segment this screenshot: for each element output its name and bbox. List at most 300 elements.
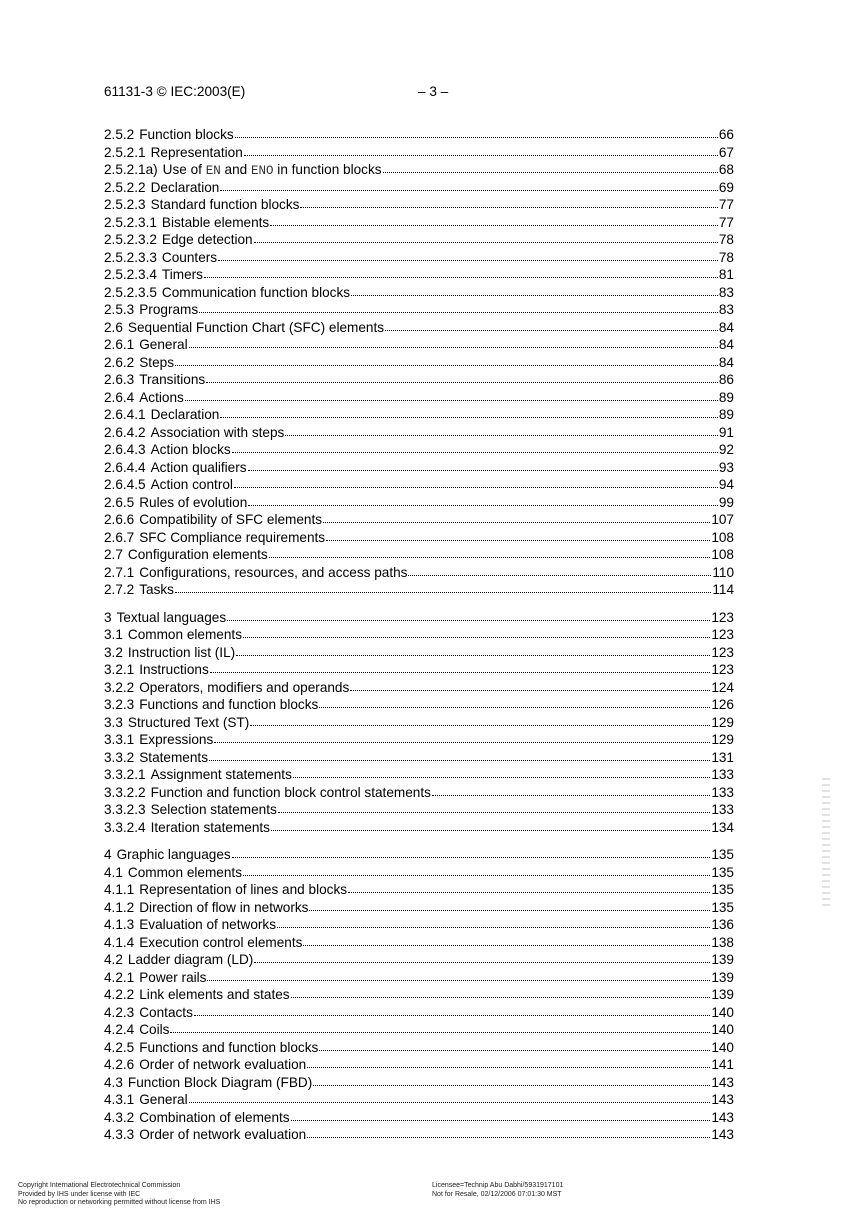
toc-entry-page: 139 xyxy=(711,952,734,967)
toc-entry[interactable] xyxy=(104,424,734,442)
toc-entry-title: Sequential Function Chart (SFC) elements xyxy=(127,319,385,335)
toc-entry-title: Common elements xyxy=(127,864,242,880)
toc-entry[interactable] xyxy=(104,266,734,284)
toc-entry-page: 134 xyxy=(711,819,734,835)
toc-entry-title: Graphic languages xyxy=(116,847,231,862)
toc-entry-number: 2.6.4.3 xyxy=(104,442,146,457)
toc-entry-page: 129 xyxy=(711,732,734,747)
toc-entry[interactable] xyxy=(104,529,734,547)
toc-entry-title: Rules of evolution xyxy=(139,494,248,510)
toc-entry-number: 4.2.1 xyxy=(104,969,135,985)
toc-entry-title: Order of network evaluation xyxy=(139,1057,307,1072)
toc-entry-page: 78 xyxy=(718,232,734,247)
toc-entry-number: 3.3.1 xyxy=(104,732,135,747)
toc-entry[interactable] xyxy=(104,934,734,952)
toc-entry-number: 3.2 xyxy=(104,644,123,660)
toc-entry[interactable] xyxy=(104,1021,734,1039)
toc-entry-number: 4.2 xyxy=(104,952,123,967)
toc-entry-title: Function Block Diagram (FBD) xyxy=(127,1074,313,1090)
toc-entry[interactable] xyxy=(104,951,734,969)
toc-entry[interactable] xyxy=(104,784,734,802)
toc-entry-title: Configurations, resources, and access paths xyxy=(139,564,408,580)
toc-entry-number: 4.1.2 xyxy=(104,899,135,915)
toc-leader-dots xyxy=(432,784,710,796)
toc-entry-number: 2.6.7 xyxy=(104,529,135,545)
toc-entry-page: 136 xyxy=(711,917,734,932)
toc-entry-number: 2.6.2 xyxy=(104,354,135,370)
toc-leader-dots xyxy=(248,494,718,506)
toc-entry-title: Execution control elements xyxy=(139,934,303,950)
toc-leader-dots xyxy=(348,881,710,893)
toc-entry-page: 135 xyxy=(711,882,734,897)
toc-entry-title: Action control xyxy=(150,477,233,492)
toc-entry[interactable] xyxy=(104,696,734,714)
toc-entry[interactable] xyxy=(104,731,734,749)
toc-entry-title: Action blocks xyxy=(150,442,231,457)
toc-entry-title: Iteration statements xyxy=(150,819,270,835)
toc-entry-page: 123 xyxy=(711,609,734,625)
toc-entry-number: 2.6 xyxy=(104,319,123,335)
toc-entry[interactable] xyxy=(104,1039,734,1057)
toc-entry-title: Selection statements xyxy=(150,802,277,817)
toc-entry[interactable] xyxy=(104,766,734,784)
toc-entry[interactable] xyxy=(104,1004,734,1022)
toc-leader-dots xyxy=(218,249,718,261)
toc-entry-title: Timers xyxy=(161,267,203,282)
toc-entry[interactable] xyxy=(104,969,734,987)
toc-entry-code: ENO xyxy=(251,164,274,178)
toc-leader-dots xyxy=(271,819,710,831)
toc-entry-number: 2.5.2.2 xyxy=(104,179,146,195)
toc-entry-title: Counters xyxy=(161,249,218,265)
toc-entry[interactable] xyxy=(104,389,734,407)
toc-entry-title-part: and xyxy=(220,162,251,177)
toc-entry-page: 140 xyxy=(711,1022,734,1037)
document-id: 61131-3 © IEC:2003(E) xyxy=(104,84,246,99)
toc-entry[interactable] xyxy=(104,626,734,644)
toc-entry-page: 143 xyxy=(711,1092,734,1107)
toc-entry-page: 83 xyxy=(718,284,734,300)
toc-entry[interactable] xyxy=(104,1109,734,1127)
toc-entry[interactable] xyxy=(104,476,734,494)
toc-leader-dots xyxy=(351,284,718,296)
toc-entry-number: 4.3.1 xyxy=(104,1092,135,1107)
toc-entry-page: 140 xyxy=(711,1039,734,1055)
toc-leader-dots xyxy=(248,459,718,471)
toc-entry-page: 123 xyxy=(711,662,734,677)
toc-entry[interactable] xyxy=(104,284,734,302)
toc-entry-page: 108 xyxy=(711,547,734,562)
toc-entry-page: 108 xyxy=(711,529,734,545)
toc-entry-page: 84 xyxy=(718,354,734,370)
toc-entry-number: 2.6.4.5 xyxy=(104,477,146,492)
toc-entry-title: Function and function block control statements xyxy=(150,784,431,800)
toc-leader-dots xyxy=(350,679,710,691)
toc-entry[interactable] xyxy=(104,881,734,899)
toc-entry[interactable] xyxy=(104,644,734,662)
toc-leader-dots xyxy=(285,424,718,436)
toc-leader-dots xyxy=(236,644,710,656)
toc-entry-number: 2.5.2.3.1 xyxy=(104,214,157,230)
toc-entry-number: 3.3.2.2 xyxy=(104,784,146,800)
toc-entry-title: Structured Text (ST) xyxy=(127,714,250,730)
toc-entry-number: 4.1.4 xyxy=(104,934,135,950)
toc-entry-title: SFC Compliance requirements xyxy=(139,529,326,545)
toc-entry-title: Edge detection xyxy=(161,232,253,247)
footer-copyright xyxy=(18,1182,220,1208)
toc-entry-page: 129 xyxy=(711,714,734,730)
toc-entry[interactable] xyxy=(104,581,734,599)
toc-entry-number: 2.7 xyxy=(104,547,123,562)
toc-entry[interactable] xyxy=(104,1126,734,1144)
toc-entry[interactable] xyxy=(104,406,734,424)
toc-entry-number: 3.3.2.1 xyxy=(104,767,146,782)
toc-entry[interactable] xyxy=(104,161,734,179)
toc-entry-page: 123 xyxy=(711,644,734,660)
toc-leader-dots xyxy=(204,266,718,278)
toc-leader-dots xyxy=(170,1021,710,1033)
toc-leader-dots xyxy=(385,319,718,331)
toc-leader-dots xyxy=(313,1074,710,1086)
toc-entry-title: Ladder diagram (LD) xyxy=(127,952,254,967)
footer-line: Copyright International Electrotechnical Commission xyxy=(18,1182,181,1189)
toc-leader-dots xyxy=(293,766,710,778)
toc-leader-dots xyxy=(234,476,718,488)
toc-entry-title: Communication function blocks xyxy=(161,284,351,300)
toc-entry[interactable] xyxy=(104,749,734,767)
toc-entry-page: 77 xyxy=(718,197,734,212)
toc-entry-number: 3.1 xyxy=(104,627,123,642)
toc-entry-title: Function blocks xyxy=(139,127,234,142)
toc-leader-dots xyxy=(309,899,710,911)
toc-leader-dots xyxy=(194,1004,710,1016)
toc-entry-title: Action qualifiers xyxy=(150,459,247,475)
page-number: – 3 – xyxy=(418,84,449,99)
toc-entry[interactable] xyxy=(104,846,734,864)
toc-entry[interactable] xyxy=(104,679,734,697)
toc-entry-page: 133 xyxy=(711,784,734,800)
toc-leader-dots xyxy=(269,546,711,558)
toc-entry[interactable] xyxy=(104,564,734,582)
toc-entry-title: Direction of flow in networks xyxy=(139,899,309,915)
toc-leader-dots xyxy=(243,626,710,638)
toc-entry[interactable] xyxy=(104,441,734,459)
toc-entry-page: 143 xyxy=(711,1127,734,1142)
toc-entry-page: 133 xyxy=(711,767,734,782)
toc-entry[interactable] xyxy=(104,864,734,882)
toc-entry-code: EN xyxy=(205,164,221,178)
toc-entry-title: General xyxy=(139,1092,188,1107)
toc-entry-page: 135 xyxy=(711,899,734,915)
toc-entry-page: 89 xyxy=(718,389,734,405)
toc-entry-page: 83 xyxy=(718,302,734,317)
toc-entry-title: Instructions xyxy=(139,662,209,677)
toc-entry-title: Order of network evaluation xyxy=(139,1127,307,1142)
footer-line: Provided by IHS under license with IEC xyxy=(18,1190,141,1198)
toc-entry[interactable] xyxy=(104,661,734,679)
toc-entry-page: 91 xyxy=(718,424,734,440)
toc-entry[interactable] xyxy=(104,249,734,267)
toc-entry-title: Coils xyxy=(139,1022,170,1037)
toc-entry-title: Standard function blocks xyxy=(150,197,300,212)
toc-entry-title-part: in function blocks xyxy=(273,162,382,177)
toc-entry-title: Tasks xyxy=(139,582,174,597)
toc-leader-dots xyxy=(175,354,718,366)
toc-entry-title: Combination of elements xyxy=(139,1109,290,1125)
toc-entry-title: Transitions xyxy=(139,372,206,387)
toc-entry-page: 77 xyxy=(718,214,734,230)
toc-entry[interactable] xyxy=(104,1074,734,1092)
toc-entry-title: Declaration xyxy=(150,407,220,422)
toc-leader-dots xyxy=(307,1056,710,1068)
toc-entry-title: Textual languages xyxy=(116,609,227,625)
toc-leader-dots xyxy=(189,336,718,348)
toc-entry-number: 3.3 xyxy=(104,714,123,730)
toc-entry-number: 3.3.2 xyxy=(104,749,135,765)
toc-leader-dots xyxy=(243,864,710,876)
toc-entry[interactable] xyxy=(104,494,734,512)
toc-entry[interactable] xyxy=(104,319,734,337)
toc-entry-number: 4.2.4 xyxy=(104,1022,135,1037)
toc-entry-number: 3.3.2.3 xyxy=(104,802,146,817)
toc-entry-title: Bistable elements xyxy=(161,214,270,230)
toc-entry-number: 4.2.6 xyxy=(104,1057,135,1072)
toc-entry[interactable] xyxy=(104,899,734,917)
toc-leader-dots xyxy=(210,661,711,673)
toc-leader-dots xyxy=(319,696,710,708)
toc-leader-dots xyxy=(189,1091,711,1103)
toc-entry[interactable] xyxy=(104,301,734,319)
toc-entry-number: 4.1 xyxy=(104,864,123,880)
toc-entry[interactable] xyxy=(104,196,734,214)
toc-entry[interactable] xyxy=(104,126,734,144)
toc-entry-page: 140 xyxy=(711,1004,734,1020)
toc-entry-number: 2.5.3 xyxy=(104,302,135,317)
toc-entry-title: Functions and function blocks xyxy=(139,1039,319,1055)
toc-entry-page: 126 xyxy=(711,697,734,712)
toc-entry-number: 4.1.3 xyxy=(104,917,135,932)
toc-entry-number: 2.5.2.3.5 xyxy=(104,284,157,300)
toc-leader-dots xyxy=(278,801,711,813)
toc-entry-title: Assignment statements xyxy=(150,767,292,782)
toc-entry-number: 4.1.1 xyxy=(104,882,135,897)
toc-entry[interactable] xyxy=(104,986,734,1004)
toc-leader-dots xyxy=(244,144,718,156)
toc-entry-title: Declaration xyxy=(150,179,220,195)
toc-entry-title: Instruction list (IL) xyxy=(127,644,236,660)
toc-entry[interactable] xyxy=(104,179,734,197)
toc-entry-number: 2.5.2.3.2 xyxy=(104,232,157,247)
toc-entry[interactable] xyxy=(104,916,734,934)
toc-entry-title: Steps xyxy=(139,354,174,370)
toc-entry-title: Evaluation of networks xyxy=(139,917,277,932)
toc-entry-number: 2.6.1 xyxy=(104,337,135,352)
toc-entry-number: 2.5.2 xyxy=(104,127,135,142)
toc-entry-number: 2.6.4.2 xyxy=(104,424,146,440)
toc-entry-number: 2.7.2 xyxy=(104,582,135,597)
toc-leader-dots xyxy=(254,231,718,243)
toc-entry-number: 4 xyxy=(104,847,112,862)
toc-entry-page: 92 xyxy=(718,442,734,457)
toc-entry[interactable] xyxy=(104,546,734,564)
toc-leader-dots xyxy=(227,609,710,621)
toc-entry-number: 2.6.5 xyxy=(104,494,135,510)
toc-entry-number: 2.7.1 xyxy=(104,564,135,580)
toc-entry-number: 4.2.5 xyxy=(104,1039,135,1055)
toc-entry[interactable] xyxy=(104,214,734,232)
toc-entry-number: 2.6.4 xyxy=(104,389,135,405)
toc-entry-number: 3.2.3 xyxy=(104,697,135,712)
toc-entry[interactable] xyxy=(104,459,734,477)
toc-entry-page: 135 xyxy=(711,864,734,880)
toc-entry-number: 2.5.2.1 xyxy=(104,144,146,160)
toc-entry-number: 2.5.2.1a) xyxy=(104,162,158,177)
toc-entry[interactable] xyxy=(104,609,734,627)
toc-section xyxy=(104,609,734,837)
toc-entry-page: 94 xyxy=(718,477,734,492)
toc-entry[interactable] xyxy=(104,511,734,529)
toc-entry[interactable] xyxy=(104,714,734,732)
toc-entry-number: 4.3.3 xyxy=(104,1127,135,1142)
toc-entry[interactable] xyxy=(104,231,734,249)
toc-leader-dots xyxy=(206,371,718,383)
toc-entry-title: Operators, modifiers and operands xyxy=(139,679,350,695)
toc-leader-dots xyxy=(319,1039,710,1051)
toc-entry-page: 89 xyxy=(718,407,734,422)
toc-leader-dots xyxy=(175,581,711,593)
toc-entry-page: 123 xyxy=(711,627,734,642)
toc-entry-title: Power rails xyxy=(139,969,207,985)
toc-leader-dots xyxy=(291,986,711,998)
table-of-contents xyxy=(104,126,734,1154)
toc-entry-page: 131 xyxy=(711,749,734,765)
toc-entry-number: 3.3.2.4 xyxy=(104,819,146,835)
toc-leader-dots xyxy=(250,714,710,726)
toc-leader-dots xyxy=(207,969,710,981)
toc-entry-title: Actions xyxy=(139,389,184,405)
toc-entry-page: 110 xyxy=(712,564,734,580)
toc-section xyxy=(104,846,734,1144)
toc-entry-page: 139 xyxy=(711,987,734,1002)
toc-entry-number: 3.2.1 xyxy=(104,662,135,677)
toc-entry[interactable] xyxy=(104,144,734,162)
toc-entry-title: Representation of lines and blocks xyxy=(139,882,348,897)
toc-entry-number: 3.2.2 xyxy=(104,679,135,695)
toc-leader-dots xyxy=(326,529,710,541)
toc-entry-number: 4.2.3 xyxy=(104,1004,135,1020)
toc-entry-page: 143 xyxy=(711,1074,734,1090)
toc-entry-title: Configuration elements xyxy=(127,547,268,562)
toc-entry-title: Programs xyxy=(139,302,199,317)
toc-entry-title: Link elements and states xyxy=(139,987,290,1002)
toc-entry[interactable] xyxy=(104,819,734,837)
toc-entry[interactable] xyxy=(104,354,734,372)
toc-entry-number: 2.6.6 xyxy=(104,512,135,527)
toc-entry-page: 107 xyxy=(711,512,734,527)
footer-line: No reproduction or networking permitted without license from IHS xyxy=(18,1199,221,1206)
toc-leader-dots xyxy=(307,1126,710,1138)
toc-entry-page: 99 xyxy=(718,494,734,510)
page-header xyxy=(104,84,724,102)
toc-leader-dots xyxy=(209,749,710,761)
toc-entry-title: Common elements xyxy=(127,627,242,642)
toc-leader-dots xyxy=(300,196,717,208)
toc-entry-number: 4.3.2 xyxy=(104,1109,135,1125)
toc-entry-page: 69 xyxy=(718,179,734,195)
toc-entry-number: 3 xyxy=(104,609,112,625)
toc-entry-title: General xyxy=(139,337,188,352)
toc-entry-page: 68 xyxy=(718,162,734,177)
toc-leader-dots xyxy=(254,951,710,963)
toc-leader-dots xyxy=(277,916,710,928)
toc-entry-number: 4.3 xyxy=(104,1074,123,1090)
toc-entry-number: 2.6.4.1 xyxy=(104,407,146,422)
toc-leader-dots xyxy=(323,511,710,523)
toc-entry-title-part: Use of xyxy=(162,162,206,177)
toc-entry-number: 2.5.2.3.4 xyxy=(104,267,157,282)
toc-entry-title: Representation xyxy=(150,144,243,160)
toc-leader-dots xyxy=(185,389,718,401)
toc-entry-title: Functions and function blocks xyxy=(139,697,319,712)
toc-entry-page: 114 xyxy=(712,582,734,597)
side-watermark xyxy=(822,778,830,906)
toc-entry-page: 86 xyxy=(718,372,734,387)
toc-leader-dots xyxy=(235,126,718,138)
toc-entry-title: Association with steps xyxy=(150,424,285,440)
toc-leader-dots xyxy=(270,214,718,226)
toc-entry-page: 67 xyxy=(718,144,734,160)
toc-entry-title: Compatibility of SFC elements xyxy=(139,512,323,527)
toc-entry-number: 2.5.2.3 xyxy=(104,197,146,212)
toc-entry-page: 135 xyxy=(711,847,734,862)
toc-entry-page: 138 xyxy=(711,934,734,950)
toc-entry-title: Statements xyxy=(139,749,208,765)
toc-entry-page: 124 xyxy=(711,679,734,695)
toc-leader-dots xyxy=(232,846,711,858)
toc-entry-page: 139 xyxy=(711,969,734,985)
toc-entry-title: Contacts xyxy=(139,1004,193,1020)
toc-leader-dots xyxy=(408,564,711,576)
toc-entry-page: 84 xyxy=(718,337,734,352)
toc-leader-dots xyxy=(383,161,718,173)
toc-entry[interactable] xyxy=(104,371,734,389)
toc-leader-dots xyxy=(303,934,710,946)
toc-entry-number: 2.6.4.4 xyxy=(104,459,146,475)
toc-entry[interactable] xyxy=(104,1091,734,1109)
toc-leader-dots xyxy=(220,179,718,191)
toc-entry[interactable] xyxy=(104,1056,734,1074)
toc-entry-number: 2.6.3 xyxy=(104,372,135,387)
toc-entry-page: 81 xyxy=(718,267,734,282)
toc-entry-page: 78 xyxy=(718,249,734,265)
toc-entry[interactable] xyxy=(104,801,734,819)
toc-entry-page: 133 xyxy=(711,802,734,817)
toc-entry-title: Expressions xyxy=(139,732,214,747)
toc-entry-number: 2.5.2.3.3 xyxy=(104,249,157,265)
toc-entry[interactable] xyxy=(104,336,734,354)
footer-license xyxy=(432,1182,563,1199)
toc-leader-dots xyxy=(220,406,718,418)
toc-leader-dots xyxy=(199,301,718,313)
toc-entry-page: 93 xyxy=(718,459,734,475)
toc-section xyxy=(104,126,734,599)
toc-entry-page: 143 xyxy=(711,1109,734,1125)
toc-entry-page: 84 xyxy=(718,319,734,335)
toc-leader-dots xyxy=(214,731,710,743)
toc-entry-page: 66 xyxy=(718,127,734,142)
footer-line: Licensee=Technip Abu Dabhi/5931917101 xyxy=(432,1182,564,1189)
toc-entry-number: 4.2.2 xyxy=(104,987,135,1002)
